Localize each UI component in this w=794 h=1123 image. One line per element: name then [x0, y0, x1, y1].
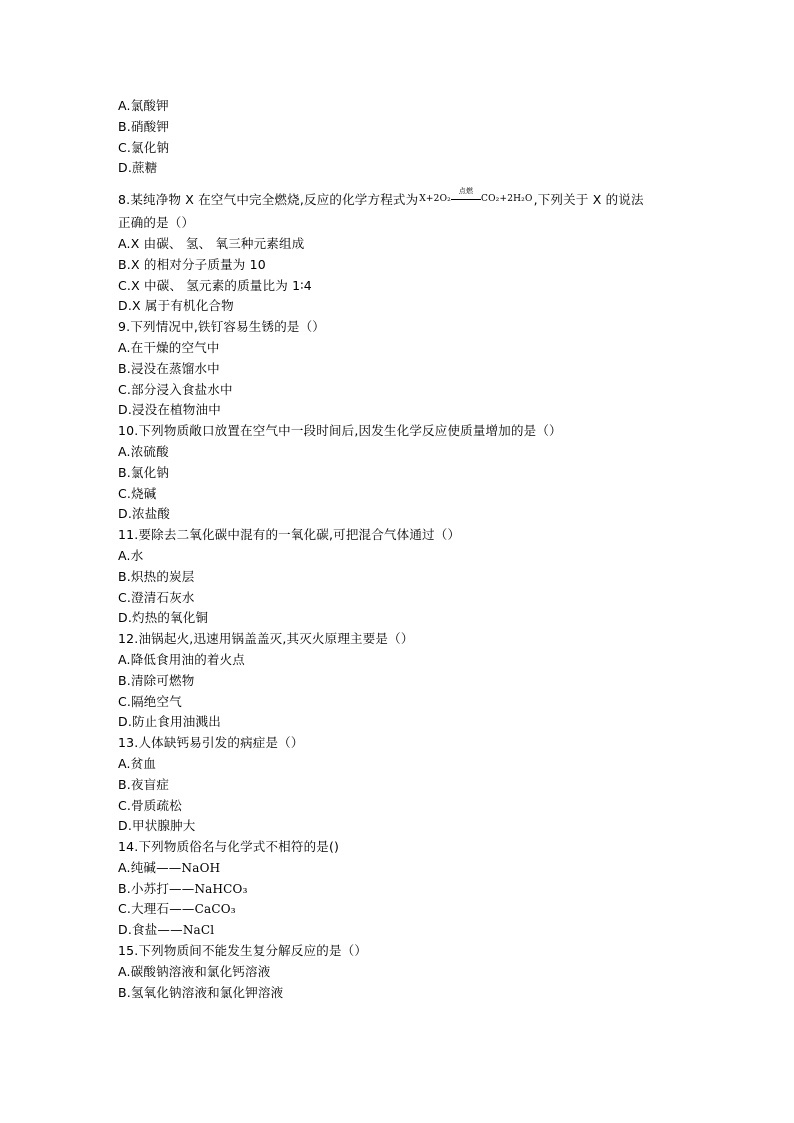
q11-option-c: C.澄清石灰水 — [118, 589, 195, 605]
q8-equation — [419, 186, 533, 205]
q9-option-a: A.在干燥的空气中 — [118, 339, 220, 355]
q12-stem: 12.油锅起火,迅速用锅盖盖灭,其灭火原理主要是（） — [118, 631, 414, 647]
q7-option-d: D.蔗糖 — [118, 160, 158, 176]
q14-option-a-formula: NaOH — [181, 860, 221, 875]
q8-option-d: D.X 属于有机化合物 — [118, 298, 234, 314]
q10-option-d: D.浓盐酸 — [118, 506, 171, 522]
q13-stem: 13.人体缺钙易引发的病症是（） — [118, 735, 304, 751]
q8-equation-condition: 点燃 — [458, 186, 474, 195]
q15-stem: 15.下列物质间不能发生复分解反应的是（） — [118, 943, 368, 959]
q8-equation-right: CO₂+2H₂O — [480, 194, 533, 205]
q14-option-b-name: B.小苏打—— — [118, 880, 195, 896]
q8-stem-before: 8.某纯净物 X 在空气中完全燃烧,反应的化学方程式为 — [118, 192, 419, 208]
question-list — [118, 96, 678, 1003]
q14-stem: 14.下列物质俗名与化学式不相符的是() — [118, 839, 340, 855]
q13-option-b: B.夜盲症 — [118, 776, 170, 792]
q11-stem: 11.要除去二氧化碳中混有的一氧化碳,可把混合气体通过（） — [118, 527, 461, 543]
q15-option-a: A.碳酸钠溶液和氯化钙溶液 — [118, 963, 271, 979]
q14-option-d-formula: NaCl — [182, 923, 215, 938]
q9-option-c: C.部分浸入食盐水中 — [118, 381, 233, 397]
q14-option-c-name: C.大理石—— — [118, 901, 195, 917]
q13-option-c: C.骨质疏松 — [118, 797, 182, 813]
q12-option-a: A.降低食用油的着火点 — [118, 651, 246, 667]
q8-equation-left: X+2O₂ — [419, 194, 451, 205]
q11-option-d: D.灼热的氧化铜 — [118, 610, 209, 626]
q10-option-c: C.烧碱 — [118, 485, 157, 501]
q11-option-a: A.水 — [118, 547, 144, 563]
q10-option-b: B.氯化钠 — [118, 464, 170, 480]
q10-option-a: A.浓硫酸 — [118, 443, 169, 459]
q14-option-c — [118, 899, 678, 920]
q7-option-a: A.氯酸钾 — [118, 98, 169, 113]
q8-stem-after: ,下列关于 X 的说法 — [533, 192, 644, 208]
q8-option-a: A.X 由碳、 氢、 氧三种元素组成 — [118, 235, 305, 251]
q14-option-c-formula: CaCO₃ — [194, 902, 236, 917]
q14-option-a-name: A.纯碱—— — [118, 859, 182, 875]
q14-option-d-name: D.食盐—— — [118, 922, 183, 938]
q8-stem-line2: 正确的是（） — [118, 215, 195, 231]
q14-option-a — [118, 858, 678, 879]
q12-option-d: D.防止食用油溅出 — [118, 714, 221, 730]
q15-option-b: B.氢氧化钠溶液和氯化钾溶液 — [118, 984, 284, 1000]
q12-option-c: C.隔绝空气 — [118, 693, 182, 709]
q14-option-d — [118, 920, 678, 941]
q8-stem — [118, 187, 678, 213]
q8-option-c: C.X 中碳、 氢元素的质量比为 1∶4 — [118, 277, 312, 293]
q10-stem: 10.下列物质敞口放置在空气中一段时间后,因发生化学反应使质量增加的是（） — [118, 423, 562, 439]
q14-option-b — [118, 879, 678, 900]
q13-option-a: A.贫血 — [118, 755, 157, 771]
q13-option-d: D.甲状腺肿大 — [118, 818, 196, 834]
q9-stem: 9.下列情况中,铁钉容易生锈的是（） — [118, 319, 326, 335]
q8-option-b: B.X 的相对分子质量为 10 — [118, 256, 266, 272]
q7-option-c: C.氯化钠 — [118, 139, 170, 155]
q9-option-b: B.浸没在蒸馏水中 — [118, 360, 220, 376]
q9-option-d: D.浸没在植物油中 — [118, 402, 221, 418]
q14-option-b-formula: NaHCO₃ — [194, 881, 248, 896]
q7-option-b: B.硝酸钾 — [118, 118, 170, 134]
reaction-arrow-icon — [451, 186, 481, 204]
q12-option-b: B.清除可燃物 — [118, 672, 195, 688]
q11-option-b: B.炽热的炭层 — [118, 568, 195, 584]
